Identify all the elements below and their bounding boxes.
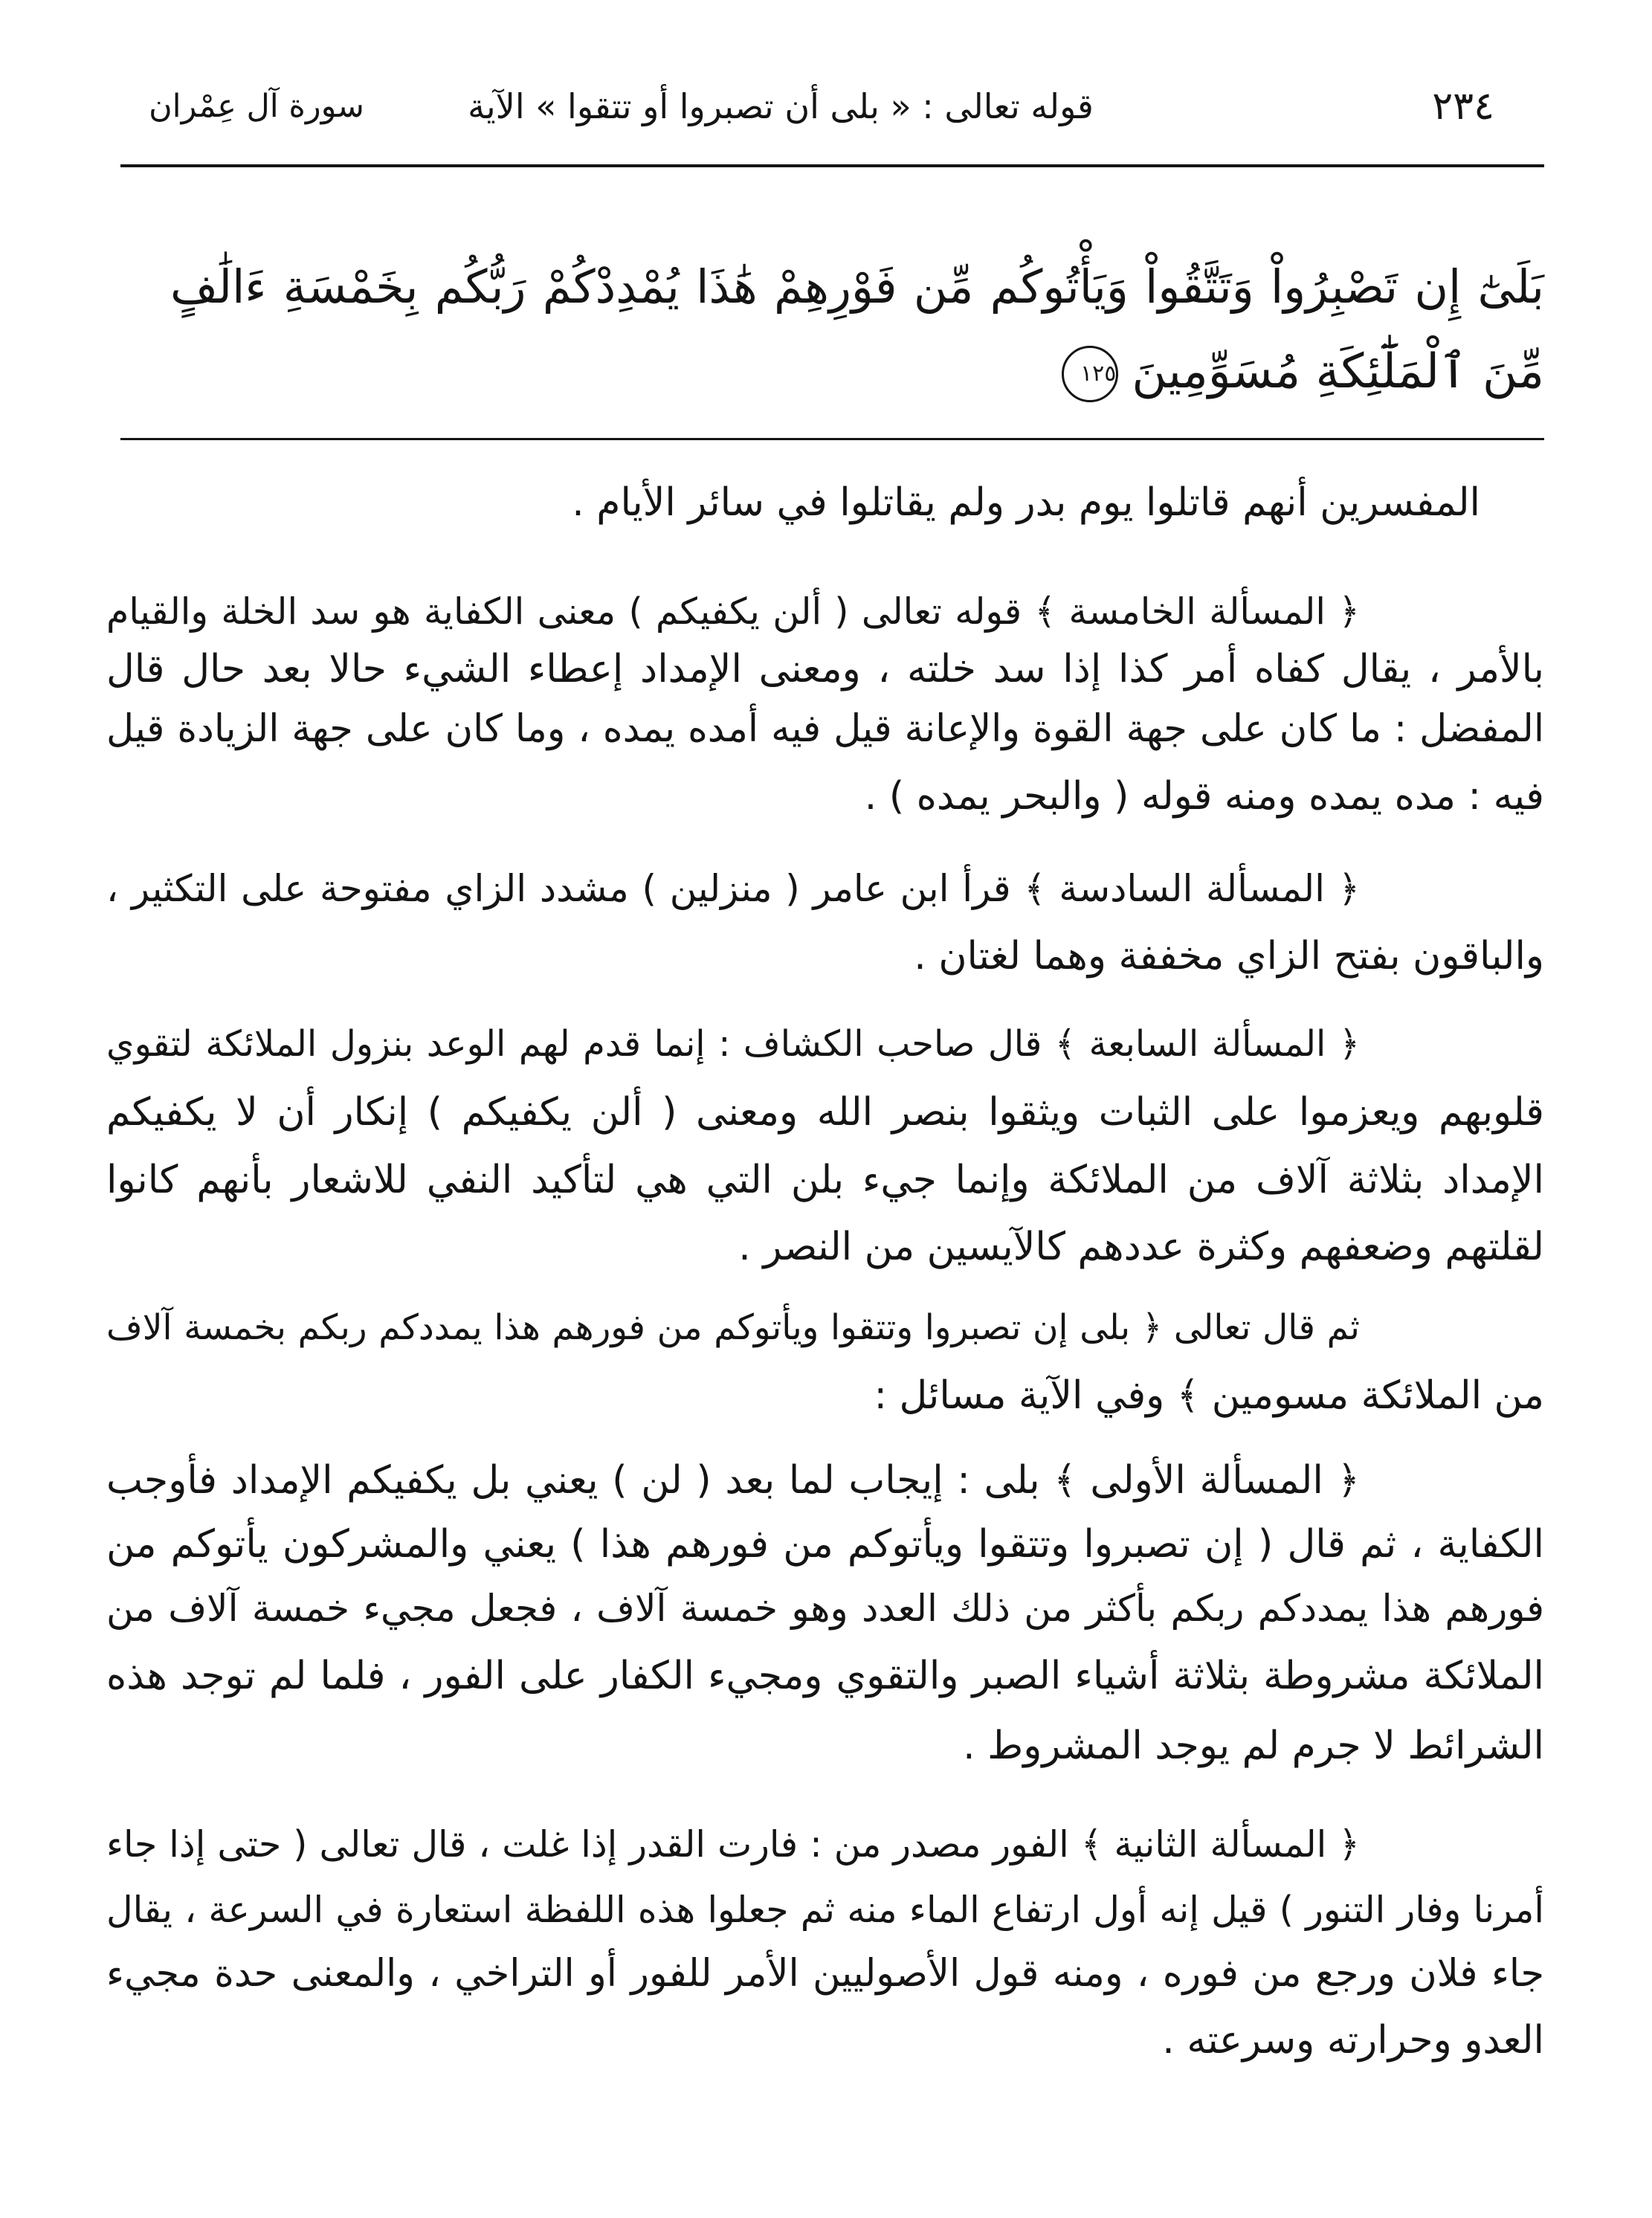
surah-name: سورة آل عِمْران [149, 88, 364, 125]
paragraph-5-line-2: من الملائكة مسومين ﴾ وفي الآية مسائل : [874, 1373, 1544, 1418]
paragraph-2-line-2: بالأمر ، يقال كفاه أمر كذا إذا سد خلته ، ومعنى الإمداد إعطاء الشيء حالا بعد حال قال [106, 647, 1544, 691]
paragraph-2-line-1: ﴿ المسألة الخامسة ﴾ قوله تعالى ( ألن يكفيكم ) معنى الكفاية هو سد الخلة والقيام [106, 590, 1360, 633]
running-title: قوله تعالى : « بلى أن تصبروا أو تتقوا » الآية [468, 86, 1094, 126]
paragraph-4-line-2: قلوبهم ويعزموا على الثبات ويثقوا بنصر الله ومعنى ( ألن يكفيكم ) إنكار أن لا يكفيكم [106, 1090, 1544, 1135]
paragraph-6-line-4: الملائكة مشروطة بثلاثة أشياء الصبر والتقوي ومجيء الكفار على الفور ، فلما لم توجد هذه [106, 1654, 1544, 1698]
paragraph-6-line-3: فورهم هذا يمددكم ربكم بأكثر من ذلك العدد وهو خمسة آلاف ، فجعل مجيء خمسة آلاف من [106, 1587, 1544, 1630]
paragraph-7-line-1: ﴿ المسألة الثانية ﴾ الفور مصدر من : فارت القدر إذا غلت ، قال تعالى ( حتى إذا جاء [106, 1823, 1360, 1866]
paragraph-6-line-2: الكفاية ، ثم قال ( إن تصبروا وتتقوا ويأتوكم من فورهم هذا ) يعني والمشركون يأتوكم من [106, 1522, 1544, 1567]
verse-line-2 [106, 330, 1544, 413]
paragraph-4-line-1: ﴿ المسألة السابعة ﴾ قال صاحب الكشاف : إنما قدم لهم الوعد بنزول الملائكة لتقوي [106, 1023, 1360, 1065]
verse-number: ١٢٥ [1080, 361, 1117, 387]
paragraph-2-line-3: المفضل : ما كان على جهة القوة والإعانة قيل فيه أمده يمده ، وما كان على جهة الزيادة قيل [106, 707, 1544, 751]
paragraph-7-line-4: العدو وحرارته وسرعته . [1162, 2018, 1544, 2063]
paragraph-7-line-2: أمرنا وفار التنور ) قيل إنه أول ارتفاع الماء منه ثم جعلوا هذه اللفظة استعارة في السرعة ، يقال [106, 1889, 1544, 1931]
paragraph-4-line-3: الإمداد بثلاثة آلاف من الملائكة وإنما جيء بلن التي هي لتأكيد النفي للاشعار بأنهم كانوا [106, 1158, 1544, 1202]
paragraph-5-line-1: ثم قال تعالى ﴿ بلى إن تصبروا وتتقوا ويأتوكم من فورهم هذا يمددكم ربكم بخمسة آلاف [106, 1307, 1360, 1348]
paragraph-4-line-4: لقلتهم وضعفهم وكثرة عددهم كالآيسين من النصر . [738, 1225, 1544, 1269]
paragraph-6-line-1: ﴿ المسألة الأولى ﴾ بلى : إيجاب لما بعد ( لن ) يعني بل يكفيكم الإمداد فأوجب [106, 1458, 1360, 1503]
paragraph-3-line-2: والباقون بفتح الزاي مخففة وهما لغتان . [914, 934, 1544, 979]
paragraph-6-line-5: الشرائط لا جرم لم يوجد المشروط . [963, 1724, 1544, 1768]
page-number: ٢٣٤ [1432, 84, 1494, 129]
verse-line-1: بَلَىٰٓ إِن تَصْبِرُواْ وَتَتَّقُواْ وَيَأْتُوكُم مِّن فَوْرِهِمْ هَٰذَا يُمْدِدْكُمْ رَبُّكُم بِخَمْسَةِ ءَالَٰفٍ [170, 259, 1544, 314]
paragraph-7-line-3: جاء فلان ورجع من فوره ، ومنه قول الأصوليين الأمر للفور أو التراخي ، والمعنى حدة مجيء [106, 1952, 1544, 1996]
verse-rule [120, 438, 1544, 440]
verse-line-2-text: مِّنَ ٱلْمَلَٰٓئِكَةِ مُسَوِّمِينَ [1132, 344, 1544, 399]
paragraph-3-line-1: ﴿ المسألة السادسة ﴾ قرأ ابن عامر ( منزلين ) مشدد الزاي مفتوحة على التكثير ، [106, 867, 1360, 910]
paragraph-2-line-4: فيه : مده يمده ومنه قوله ( والبحر يمده ) . [864, 774, 1544, 819]
verse-number-marker [1062, 346, 1118, 402]
header-rule [120, 164, 1544, 167]
paragraph-1-line-1: المفسرين أنهم قاتلوا يوم بدر ولم يقاتلوا في سائر الأيام . [572, 480, 1480, 525]
